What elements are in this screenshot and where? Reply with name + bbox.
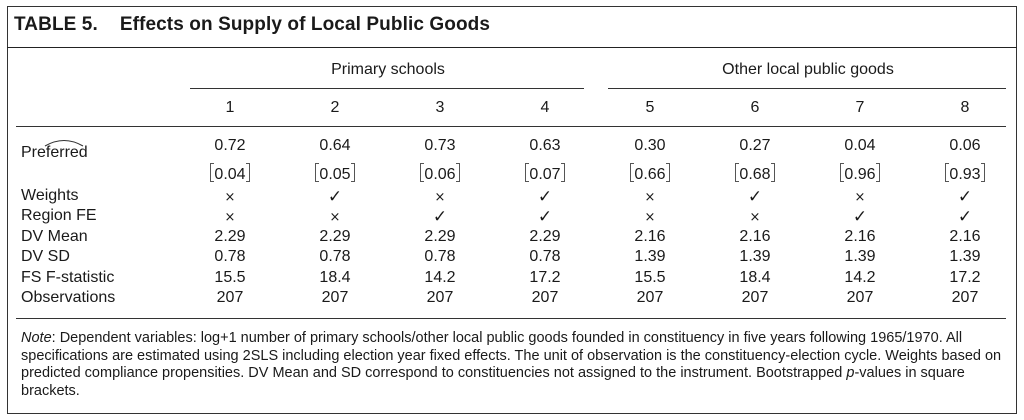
cell-preferred-5: 0.30 — [634, 137, 666, 154]
cell-fs-f-2: 18.4 — [319, 269, 351, 286]
cell-region-fe-5: × — [644, 210, 656, 225]
column-number-7: 7 — [855, 99, 865, 116]
cell-obs-2: 207 — [321, 289, 349, 306]
cell-dv-sd-8: 1.39 — [949, 248, 981, 265]
cell-preferred-4: 0.63 — [529, 137, 561, 154]
group-rule-other — [608, 88, 1006, 89]
pvalue-text: 0.05 — [319, 166, 351, 183]
cell-preferred-6: 0.27 — [739, 137, 771, 154]
cell-dv-mean-4: 2.29 — [529, 228, 561, 245]
cell-preferred-3: 0.73 — [424, 137, 456, 154]
cell-dv-sd-5: 1.39 — [634, 248, 666, 265]
right-bracket — [246, 163, 250, 182]
cell-pvalue-5 — [610, 163, 690, 184]
row-label-fs-f-statistic: FS F-statistic — [21, 269, 115, 286]
pvalue-text: 0.66 — [634, 166, 666, 183]
note-text-2: -values in square brackets. — [21, 365, 965, 399]
table-number: TABLE 5. — [14, 14, 98, 35]
cell-dv-mean-7: 2.16 — [844, 228, 876, 245]
row-label-weights: Weights — [21, 187, 79, 204]
row-label-dv-sd: DV SD — [21, 248, 70, 265]
cell-pvalue-1 — [190, 163, 270, 184]
cell-obs-6: 207 — [741, 289, 769, 306]
cell-pvalue-6 — [715, 163, 795, 184]
cell-weights-1: × — [224, 190, 236, 205]
cell-weights-7: × — [854, 190, 866, 205]
table-title — [14, 14, 490, 36]
cell-dv-sd-1: 0.78 — [214, 248, 246, 265]
cell-obs-3: 207 — [426, 289, 454, 306]
cell-weights-8: ✓ — [957, 187, 973, 207]
cell-weights-6: ✓ — [747, 187, 763, 207]
pvalue-text: 0.06 — [424, 166, 456, 183]
cell-pvalue-8 — [925, 163, 1005, 184]
right-bracket — [771, 163, 775, 182]
cell-fs-f-1: 15.5 — [214, 269, 246, 286]
column-number-4: 4 — [540, 99, 550, 116]
cell-fs-f-6: 18.4 — [739, 269, 771, 286]
cell-dv-sd-4: 0.78 — [529, 248, 561, 265]
cell-dv-mean-5: 2.16 — [634, 228, 666, 245]
pvalue-text: 0.93 — [949, 166, 981, 183]
title-rule — [7, 47, 1017, 48]
bottom-rule — [16, 318, 1006, 319]
preferred-label-text: Preferred — [21, 144, 88, 161]
cell-region-fe-3: ✓ — [432, 207, 448, 227]
cell-dv-mean-8: 2.16 — [949, 228, 981, 245]
right-bracket — [561, 163, 565, 182]
cell-obs-7: 207 — [846, 289, 874, 306]
cell-pvalue-3 — [400, 163, 480, 184]
cell-dv-sd-3: 0.78 — [424, 248, 456, 265]
cell-weights-4: ✓ — [537, 187, 553, 207]
cell-region-fe-4: ✓ — [537, 207, 553, 227]
cell-preferred-8: 0.06 — [949, 137, 981, 154]
cell-region-fe-2: × — [329, 210, 341, 225]
cell-obs-5: 207 — [636, 289, 664, 306]
cell-region-fe-7: ✓ — [852, 207, 868, 227]
cell-region-fe-6: × — [749, 210, 761, 225]
group-rule-primary — [190, 88, 584, 89]
cell-dv-sd-7: 1.39 — [844, 248, 876, 265]
cell-preferred-7: 0.04 — [844, 137, 876, 154]
cell-obs-1: 207 — [216, 289, 244, 306]
cell-dv-mean-6: 2.16 — [739, 228, 771, 245]
pvalue-text: 0.68 — [739, 166, 771, 183]
note-text-1: : Dependent variables: log+1 number of primary schools/other local public goods founded in constituency in five years following 1965/1970. All specifications are estimated using 2SLS including election year fixed effects. The unit of observation is the constituency-election cycle. Weights based on predicted compliance propensities. DV Mean and SD correspond to constituencies not assigned to the instrument. Bootstrapped — [21, 330, 1002, 381]
cell-region-fe-8: ✓ — [957, 207, 973, 227]
cell-weights-2: ✓ — [327, 187, 343, 207]
hat-accent-icon — [44, 137, 84, 147]
cell-weights-5: × — [644, 190, 656, 205]
cell-region-fe-1: × — [224, 210, 236, 225]
table-title-text: Effects on Supply of Local Public Goods — [119, 14, 491, 35]
cell-preferred-1: 0.72 — [214, 137, 246, 154]
pvalue-text: 0.96 — [844, 166, 876, 183]
cell-pvalue-2 — [295, 163, 375, 184]
column-number-8: 8 — [960, 99, 970, 116]
pvalue-text: 0.07 — [529, 166, 561, 183]
right-bracket — [666, 163, 670, 182]
right-bracket — [351, 163, 355, 182]
cell-dv-sd-6: 1.39 — [739, 248, 771, 265]
column-number-2: 2 — [330, 99, 340, 116]
row-label-preferred — [21, 144, 88, 162]
cell-obs-4: 207 — [531, 289, 559, 306]
cell-pvalue-4 — [505, 163, 585, 184]
column-number-5: 5 — [645, 99, 655, 116]
pvalue-text: 0.04 — [214, 166, 246, 183]
column-number-1: 1 — [225, 99, 235, 116]
cell-dv-mean-1: 2.29 — [214, 228, 246, 245]
header-rule — [16, 126, 1006, 127]
column-number-6: 6 — [750, 99, 760, 116]
group-header-other-goods: Other local public goods — [722, 61, 894, 78]
cell-dv-mean-3: 2.29 — [424, 228, 456, 245]
cell-fs-f-4: 17.2 — [529, 269, 561, 286]
row-label-dv-mean: DV Mean — [21, 228, 88, 245]
cell-fs-f-8: 17.2 — [949, 269, 981, 286]
right-bracket — [456, 163, 460, 182]
right-bracket — [876, 163, 880, 182]
cell-pvalue-7 — [820, 163, 900, 184]
right-bracket — [981, 163, 985, 182]
cell-obs-8: 207 — [951, 289, 979, 306]
note-label: Note — [21, 330, 52, 346]
cell-dv-sd-2: 0.78 — [319, 248, 351, 265]
row-label-observations: Observations — [21, 289, 116, 306]
note-p-italic: p — [846, 365, 855, 381]
cell-dv-mean-2: 2.29 — [319, 228, 351, 245]
row-label-region-fe: Region FE — [21, 207, 97, 224]
table-note — [21, 330, 1011, 400]
group-header-primary-schools: Primary schools — [331, 61, 445, 78]
cell-fs-f-5: 15.5 — [634, 269, 666, 286]
cell-weights-3: × — [434, 190, 446, 205]
column-number-3: 3 — [435, 99, 445, 116]
cell-fs-f-7: 14.2 — [844, 269, 876, 286]
cell-fs-f-3: 14.2 — [424, 269, 456, 286]
cell-preferred-2: 0.64 — [319, 137, 351, 154]
